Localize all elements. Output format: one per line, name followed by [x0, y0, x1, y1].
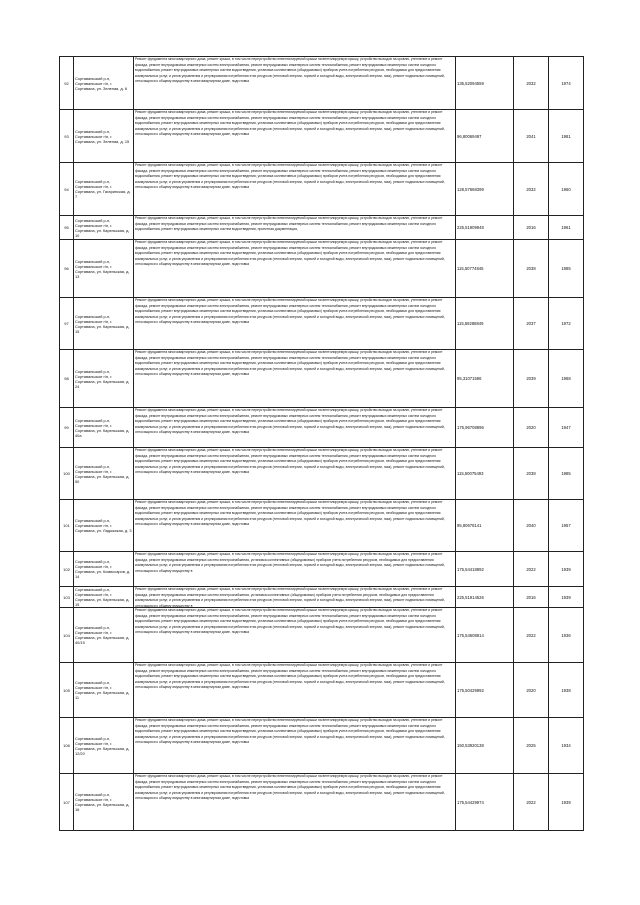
- row-number-cell: 93: [60, 110, 74, 163]
- row-number-cell: 105: [60, 663, 74, 718]
- construction-year-cell: 1938: [549, 663, 584, 718]
- cost-cell: 115,50774845: [456, 240, 514, 298]
- planned-year-cell: 2020: [514, 408, 549, 448]
- table-body: [60, 57, 584, 831]
- work-description-text: Ремонт фундамента многоквартирного дома, ремонт крыши, в том числе переустройство невентилируемой крыши на вентилируемую крышу, устройство выходов на кровлю, утепление и ремонт фасада, ремонт внутридомовых инженерных систем электроснабжения, ремонт внутридомовых инженерных систем теплоснабжения, ремонт внутридомовых инженерных систем холодного водоснабжения, ремонт внутридомовых инженерных систем водоотведения, установка коллективных (общедомовых) приборов учета потребления ресурсов, необходимых для предоставления коммунальных услуг, и узлов управления и регулирования потребления этих ресурсов (тепловой энергии, горячей и холодной воды, электрической энергии, газа), ремонт подвальных помещений, относящихся к общему имуществу в многоквартирном доме, подготовка: [135, 298, 445, 325]
- cost-cell: 128,57668399: [456, 163, 514, 216]
- address-cell: Сортавальский р-н, Сортавальское г/п, г. Сортавала, ул. Комиссаров, д. 14: [74, 552, 134, 587]
- table-row: [60, 448, 584, 500]
- work-description-text: Ремонт фундамента многоквартирного дома, ремонт крыши, в том числе переустройство невентилируемой крыши на вентилируемую крышу, устройство выходов на кровлю, утепление и ремонт фасада, ремонт внутридомовых инженерных систем электроснабжения, ремонт внутридомовых инженерных систем теплоснабжения, ремонт внутридомовых инженерных систем холодного водоснабжения, ремонт внутридомовых инженерных систем водоотведения, установка коллективных (общедомовых) приборов учета потребления ресурсов, необходимых для предоставления коммунальных услуг, и узлов управления и регулирования потребления этих ресурсов (тепловой энергии, горячей и холодной воды, электрической энергии, газа), ремонт подвальных помещений, относящихся к общему имуществу в многоквартирном доме, подготовка: [135, 718, 445, 745]
- address-cell: Сортавальский р-н, Сортавальское г/п, г. Сортавала, ул. Карельская, д. 40/15: [74, 608, 134, 663]
- planned-year-cell: 2016: [514, 587, 549, 608]
- planned-year-cell: 2038: [514, 448, 549, 500]
- address-cell: Сортавальский р-н, Сортавальское г/п, г. Сортавала, ул. Карельская, д. 40а: [74, 408, 134, 448]
- table-row: [60, 774, 584, 831]
- table-row: [60, 663, 584, 718]
- work-description-cell: [134, 663, 456, 718]
- row-number-cell: 96: [60, 240, 74, 298]
- work-description-text: Ремонт фундамента многоквартирного дома, ремонт крыши, в том числе переустройство невентилируемой крыши на вентилируемую крышу, устройство выходов на кровлю, утепление и ремонт фасада, ремонт внутридомовых инженерных систем электроснабжения, ремонт внутридомовых инженерных систем теплоснабжения, ремонт внутридомовых инженерных систем холодного водоснабжения, ремонт внутридомовых инженерных систем водоотведения, установка коллективных (общедомовых) приборов учета потребления ресурсов, необходимых для предоставления коммунальных услуг, и узлов управления и регулирования потребления этих ресурсов (тепловой энергии, горячей и холодной воды, электрической энергии, газа), ремонт подвальных помещений, относящихся к общему имуществу в многоквартирном доме, подготовка: [135, 663, 445, 690]
- work-description-cell: [134, 298, 456, 350]
- address-cell: Сортавальский р-н, Сортавальское г/п, г. Сортавала, ул. Карельская, д. 15: [74, 298, 134, 350]
- construction-year-cell: 1974: [549, 57, 584, 110]
- planned-year-cell: 2032: [514, 57, 549, 110]
- work-description-text: Ремонт фундамента многоквартирного дома, ремонт крыши, в том числе переустройство невентилируемой крыши на вентилируемую крышу, устройство выходов на кровлю, утепление и ремонт фасада, ремонт внутридомовых инженерных систем электроснабжения, ремонт внутридомовых инженерных систем теплоснабжения, ремонт внутридомовых инженерных систем холодного водоснабжения, ремонт внутридомовых инженерных систем водоотведения, установка коллективных (общедомовых) приборов учета потребления ресурсов, необходимых для предоставления коммунальных услуг, и узлов управления и регулирования потребления этих ресурсов (тепловой энергии, горячей и холодной воды, электрической энергии, газа), ремонт подвальных помещений, относящихся к общему имуществу в многоквартирном доме, подготовка: [135, 240, 445, 267]
- row-number-cell: 97: [60, 298, 74, 350]
- construction-year-cell: 1981: [549, 110, 584, 163]
- construction-year-cell: 1939: [549, 552, 584, 587]
- planned-year-cell: 2038: [514, 240, 549, 298]
- work-description-text: Ремонт фундамента многоквартирного дома, ремонт крыши, в том числе переустройство невентилируемой крыши на вентилируемую крышу, устройство выходов на кровлю, утепление и ремонт фасада, ремонт внутридомовых инженерных систем электроснабжения, ремонт внутридомовых инженерных систем теплоснабжения, ремонт внутридомовых инженерных систем холодного водоснабжения, ремонт внутридомовых инженерных систем водоотведения, установка коллективных (общедомовых) приборов учета потребления ресурсов, необходимых для предоставления коммунальных услуг, и узлов управления и регулирования потребления этих ресурсов (тепловой энергии, горячей и холодной воды, электрической энергии, газа), ремонт подвальных помещений, относящихся к общему имуществу в многоквартирном доме, подготовка: [135, 163, 445, 190]
- table-row: [60, 718, 584, 774]
- address-cell: Сортавальский р-н, Сортавальское г/п, г. Сортавала, ул. Карельская, д. 16: [74, 774, 134, 831]
- table-row: [60, 552, 584, 587]
- work-description-cell: [134, 500, 456, 552]
- row-number-cell: 98: [60, 350, 74, 408]
- work-description-text: Ремонт фундамента многоквартирного дома, ремонт крыши, в том числе переустройство невентилируемой крыши на вентилируемую крышу, устройство выходов на кровлю, утепление и ремонт фасада, ремонт внутридомовых инженерных систем электроснабжения, ремонт внутридомовых инженерных систем теплоснабжения, ремонт внутридомовых инженерных систем холодного водоснабжения, ремонт внутридомовых инженерных систем водоотведения, установка коллективных (общедомовых) приборов учета потребления ресурсов, необходимых для предоставления коммунальных услуг, и узлов управления и регулирования потребления этих ресурсов (тепловой энергии, горячей и холодной воды, электрической энергии, газа), ремонт подвальных помещений, относящихся к общему имуществу в многоквартирном доме, подготовка: [135, 408, 445, 435]
- construction-year-cell: 1985: [549, 240, 584, 298]
- table-row: [60, 587, 584, 608]
- row-number-cell: 103: [60, 587, 74, 608]
- work-description-cell: [134, 718, 456, 774]
- table-row: [60, 240, 584, 298]
- cost-cell: 175,54608814: [456, 608, 514, 663]
- work-description-cell: [134, 587, 456, 608]
- cost-cell: 96,80069497: [456, 110, 514, 163]
- cost-cell: 95,31071596: [456, 350, 514, 408]
- work-description-cell: [134, 408, 456, 448]
- row-number-cell: 94: [60, 163, 74, 216]
- work-description-cell: [134, 608, 456, 663]
- row-number-cell: 100: [60, 448, 74, 500]
- table-row: [60, 608, 584, 663]
- cost-cell: 175,54418892: [456, 552, 514, 587]
- row-number-cell: 92: [60, 57, 74, 110]
- table-row: [60, 110, 584, 163]
- cost-cell: 135,52094559: [456, 57, 514, 110]
- work-description-text: Ремонт фундамента многоквартирного дома, ремонт крыши, в том числе переустройство невентилируемой крыши на вентилируемую крышу, устройство выходов на кровлю, утепление и ремонт фасада, ремонт внутридомовых инженерных систем электроснабжения, ремонт внутридомовых инженерных систем теплоснабжения, ремонт внутридомовых инженерных систем холодного водоснабжения, ремонт внутридомовых инженерных систем водоотведения, проектная документация,: [135, 216, 443, 232]
- cost-cell: 175,50429992: [456, 663, 514, 718]
- work-description-cell: [134, 57, 456, 110]
- row-number-cell: 99: [60, 408, 74, 448]
- address-cell: Сортавальский р-н, Сортавальское г/п, г. Сортавала, ул. Ладожская, д. 3: [74, 500, 134, 552]
- cost-cell: 95,80678141: [456, 500, 514, 552]
- table-row: [60, 216, 584, 240]
- row-number-cell: 107: [60, 774, 74, 831]
- planned-year-cell: 2022: [514, 608, 549, 663]
- address-cell: Сортавальский р-н, Сортавальское г/п, г. Сортавала, ул. Карельская, д. 13: [74, 240, 134, 298]
- address-cell: Сортавальский р-н, Сортавальское г/п, г. Сортавала, ул. Карельская, д. 12/20: [74, 718, 134, 774]
- planned-year-cell: 2032: [514, 163, 549, 216]
- table-row: [60, 500, 584, 552]
- cost-cell: 150,53920138: [456, 718, 514, 774]
- planned-year-cell: 2039: [514, 350, 549, 408]
- planned-year-cell: 2040: [514, 500, 549, 552]
- work-description-text: Ремонт фундамента многоквартирного дома, ремонт крыши, в том числе переустройство невентилируемой крыши на вентилируемую крышу, устройство выходов на кровлю, утепление и ремонт фасада, ремонт внутридомовых инженерных систем электроснабжения, установка коллективных (общедомовых) приборов учета потребления ресурсов, необходимых для предоставления коммунальных услуг, и узлов управления и регулирования потребления этих ресурсов (тепловой энергии, горячей и холодной воды, электрической энергии, газа), ремонт подвальных помещений, относящихся к общему имуществу в: [135, 552, 445, 573]
- work-description-text: Ремонт фундамента многоквартирного дома, ремонт крыши, в том числе переустройство невентилируемой крыши на вентилируемую крышу, устройство выходов на кровлю, утепление и ремонт фасада, ремонт внутридомовых инженерных систем электроснабжения, установка коллективных (общедомовых) приборов учета потребления ресурсов, необходимых для предоставления коммунальных услуг, и узлов управления и регулирования потребления этих ресурсов (тепловой энергии, горячей и холодной воды, электрической энергии, газа), ремонт подвальных помещений, относящихся к общему имуществу в: [135, 587, 445, 608]
- table-row: [60, 163, 584, 216]
- row-number-cell: 102: [60, 552, 74, 587]
- work-description-cell: [134, 216, 456, 240]
- work-description-text: Ремонт фундамента многоквартирного дома, ремонт крыши, в том числе переустройство невентилируемой крыши на вентилируемую крышу, устройство выходов на кровлю, утепление и ремонт фасада, ремонт внутридомовых инженерных систем электроснабжения, ремонт внутридомовых инженерных систем теплоснабжения, ремонт внутридомовых инженерных систем холодного водоснабжения, ремонт внутридомовых инженерных систем водоотведения, установка коллективных (общедомовых) приборов учета потребления ресурсов, необходимых для предоставления коммунальных услуг, и узлов управления и регулирования потребления этих ресурсов (тепловой энергии, горячей и холодной воды, электрической энергии, газа), ремонт подвальных помещений, относящихся к общему имуществу в многоквартирном доме, подготовка: [135, 500, 445, 527]
- capital-repair-register-table: [59, 56, 584, 831]
- cost-cell: 115,50075493: [456, 448, 514, 500]
- address-cell: Сортавальский р-н, Сортавальское г/п, г. Сортавала, ул. Карельская, д. 15: [74, 587, 134, 608]
- planned-year-cell: 2037: [514, 298, 549, 350]
- cost-cell: 225,51914526: [456, 587, 514, 608]
- row-number-cell: 95: [60, 216, 74, 240]
- address-cell: Сортавальский р-н, Сортавальское г/п, г. Сортавала, ул. Карельская, д. 50: [74, 448, 134, 500]
- cost-cell: 175,54429974: [456, 774, 514, 831]
- address-cell: Сортавальский р-н, Сортавальское г/п, г. Сортавала, ул. Карельская, д. 10: [74, 216, 134, 240]
- planned-year-cell: 2025: [514, 718, 549, 774]
- row-number-cell: 101: [60, 500, 74, 552]
- cost-cell: 225,51909948: [456, 216, 514, 240]
- construction-year-cell: 1985: [549, 448, 584, 500]
- planned-year-cell: 2041: [514, 110, 549, 163]
- planned-year-cell: 2016: [514, 216, 549, 240]
- planned-year-cell: 2022: [514, 774, 549, 831]
- work-description-text: Ремонт фундамента многоквартирного дома, ремонт крыши, в том числе переустройство невентилируемой крыши на вентилируемую крышу, устройство выходов на кровлю, утепление и ремонт фасада, ремонт внутридомовых инженерных систем электроснабжения, ремонт внутридомовых инженерных систем теплоснабжения, ремонт внутридомовых инженерных систем холодного водоснабжения, ремонт внутридомовых инженерных систем водоотведения, установка коллективных (общедомовых) приборов учета потребления ресурсов, необходимых для предоставления коммунальных услуг, и узлов управления и регулирования потребления этих ресурсов (тепловой энергии, горячей и холодной воды, электрической энергии, газа), ремонт подвальных помещений, относящихся к общему имуществу в многоквартирном доме, подготовка: [135, 57, 445, 84]
- address-cell: Сортавальский р-н, Сортавальское г/п, г. Сортавала, ул. Карельская, д. 24: [74, 350, 134, 408]
- construction-year-cell: 1957: [549, 500, 584, 552]
- row-number-cell: 106: [60, 718, 74, 774]
- work-description-cell: [134, 110, 456, 163]
- work-description-cell: [134, 774, 456, 831]
- address-cell: Сортавальский р-н, Сортавальское г/п, г. Сортавала, ул. Зеленая, д. 15: [74, 110, 134, 163]
- work-description-text: Ремонт фундамента многоквартирного дома, ремонт крыши, в том числе переустройство невентилируемой крыши на вентилируемую крышу, устройство выходов на кровлю, утепление и ремонт фасада, ремонт внутридомовых инженерных систем электроснабжения, ремонт внутридомовых инженерных систем теплоснабжения, ремонт внутридомовых инженерных систем холодного водоснабжения, ремонт внутридомовых инженерных систем водоотведения, установка коллективных (общедомовых) приборов учета потребления ресурсов, необходимых для предоставления коммунальных услуг, и узлов управления и регулирования потребления этих ресурсов (тепловой энергии, горячей и холодной воды, электрической энергии, газа), ремонт подвальных помещений, относящихся к общему имуществу в многоквартирном доме, подготовка: [135, 110, 445, 137]
- construction-year-cell: 1936: [549, 608, 584, 663]
- planned-year-cell: 2022: [514, 552, 549, 587]
- construction-year-cell: 1972: [549, 298, 584, 350]
- row-number-cell: 104: [60, 608, 74, 663]
- planned-year-cell: 2020: [514, 663, 549, 718]
- construction-year-cell: 1934: [549, 718, 584, 774]
- work-description-text: Ремонт фундамента многоквартирного дома, ремонт крыши, в том числе переустройство невентилируемой крыши на вентилируемую крышу, устройство выходов на кровлю, утепление и ремонт фасада, ремонт внутридомовых инженерных систем электроснабжения, ремонт внутридомовых инженерных систем теплоснабжения, ремонт внутридомовых инженерных систем холодного водоснабжения, ремонт внутридомовых инженерных систем водоотведения, установка коллективных (общедомовых) приборов учета потребления ресурсов, необходимых для предоставления коммунальных услуг, и узлов управления и регулирования потребления этих ресурсов (тепловой энергии, горячей и холодной воды, электрической энергии, газа), ремонт подвальных помещений, относящихся к общему имуществу в многоквартирном доме, подготовка: [135, 350, 445, 377]
- work-description-cell: [134, 448, 456, 500]
- cost-cell: 175,96708896: [456, 408, 514, 448]
- address-cell: Сортавальский р-н, Сортавальское г/п, г. Сортавала, ул. Карельская, д. 11: [74, 663, 134, 718]
- address-cell: Сортавальский р-н, Сортавальское г/п, г. Сортавала, ул. Зеленая, д. 6: [74, 57, 134, 110]
- address-cell: Сортавальский р-н, Сортавальское г/п, г. Сортавала, ул. Гагаринская, д. 7: [74, 163, 134, 216]
- work-description-text: Ремонт фундамента многоквартирного дома, ремонт крыши, в том числе переустройство невентилируемой крыши на вентилируемую крышу, устройство выходов на кровлю, утепление и ремонт фасада, ремонт внутридомовых инженерных систем электроснабжения, ремонт внутридомовых инженерных систем теплоснабжения, ремонт внутридомовых инженерных систем холодного водоснабжения, ремонт внутридомовых инженерных систем водоотведения, установка коллективных (общедомовых) приборов учета потребления ресурсов, необходимых для предоставления коммунальных услуг, и узлов управления и регулирования потребления этих ресурсов (тепловой энергии, горячей и холодной воды, электрической энергии, газа), ремонт подвальных помещений, относящихся к общему имуществу в многоквартирном доме, подготовка: [135, 608, 445, 635]
- table-row: [60, 350, 584, 408]
- work-description-cell: [134, 350, 456, 408]
- work-description-text: Ремонт фундамента многоквартирного дома, ремонт крыши, в том числе переустройство невентилируемой крыши на вентилируемую крышу, устройство выходов на кровлю, утепление и ремонт фасада, ремонт внутридомовых инженерных систем электроснабжения, ремонт внутридомовых инженерных систем теплоснабжения, ремонт внутридомовых инженерных систем холодного водоснабжения, ремонт внутридомовых инженерных систем водоотведения, установка коллективных (общедомовых) приборов учета потребления ресурсов, необходимых для предоставления коммунальных услуг, и узлов управления и регулирования потребления этих ресурсов (тепловой энергии, горячей и холодной воды, электрической энергии, газа), ремонт подвальных помещений, относящихся к общему имуществу в многоквартирном доме, подготовка: [135, 774, 445, 801]
- work-description-cell: [134, 552, 456, 587]
- construction-year-cell: 1960: [549, 163, 584, 216]
- work-description-cell: [134, 163, 456, 216]
- work-description-cell: [134, 240, 456, 298]
- cost-cell: 115,59288849: [456, 298, 514, 350]
- table-row: [60, 298, 584, 350]
- construction-year-cell: 1947: [549, 408, 584, 448]
- construction-year-cell: 1968: [549, 350, 584, 408]
- construction-year-cell: 1961: [549, 216, 584, 240]
- table-row: [60, 57, 584, 110]
- work-description-text: Ремонт фундамента многоквартирного дома, ремонт крыши, в том числе переустройство невентилируемой крыши на вентилируемую крышу, устройство выходов на кровлю, утепление и ремонт фасада, ремонт внутридомовых инженерных систем электроснабжения, ремонт внутридомовых инженерных систем теплоснабжения, ремонт внутридомовых инженерных систем холодного водоснабжения, ремонт внутридомовых инженерных систем водоотведения, установка коллективных (общедомовых) приборов учета потребления ресурсов, необходимых для предоставления коммунальных услуг, и узлов управления и регулирования потребления этих ресурсов (тепловой энергии, горячей и холодной воды, электрической энергии, газа), ремонт подвальных помещений, относящихся к общему имуществу в многоквартирном доме, подготовка: [135, 448, 445, 475]
- register-table-container: [59, 56, 583, 831]
- table-row: [60, 408, 584, 448]
- construction-year-cell: 1939: [549, 587, 584, 608]
- construction-year-cell: 1939: [549, 774, 584, 831]
